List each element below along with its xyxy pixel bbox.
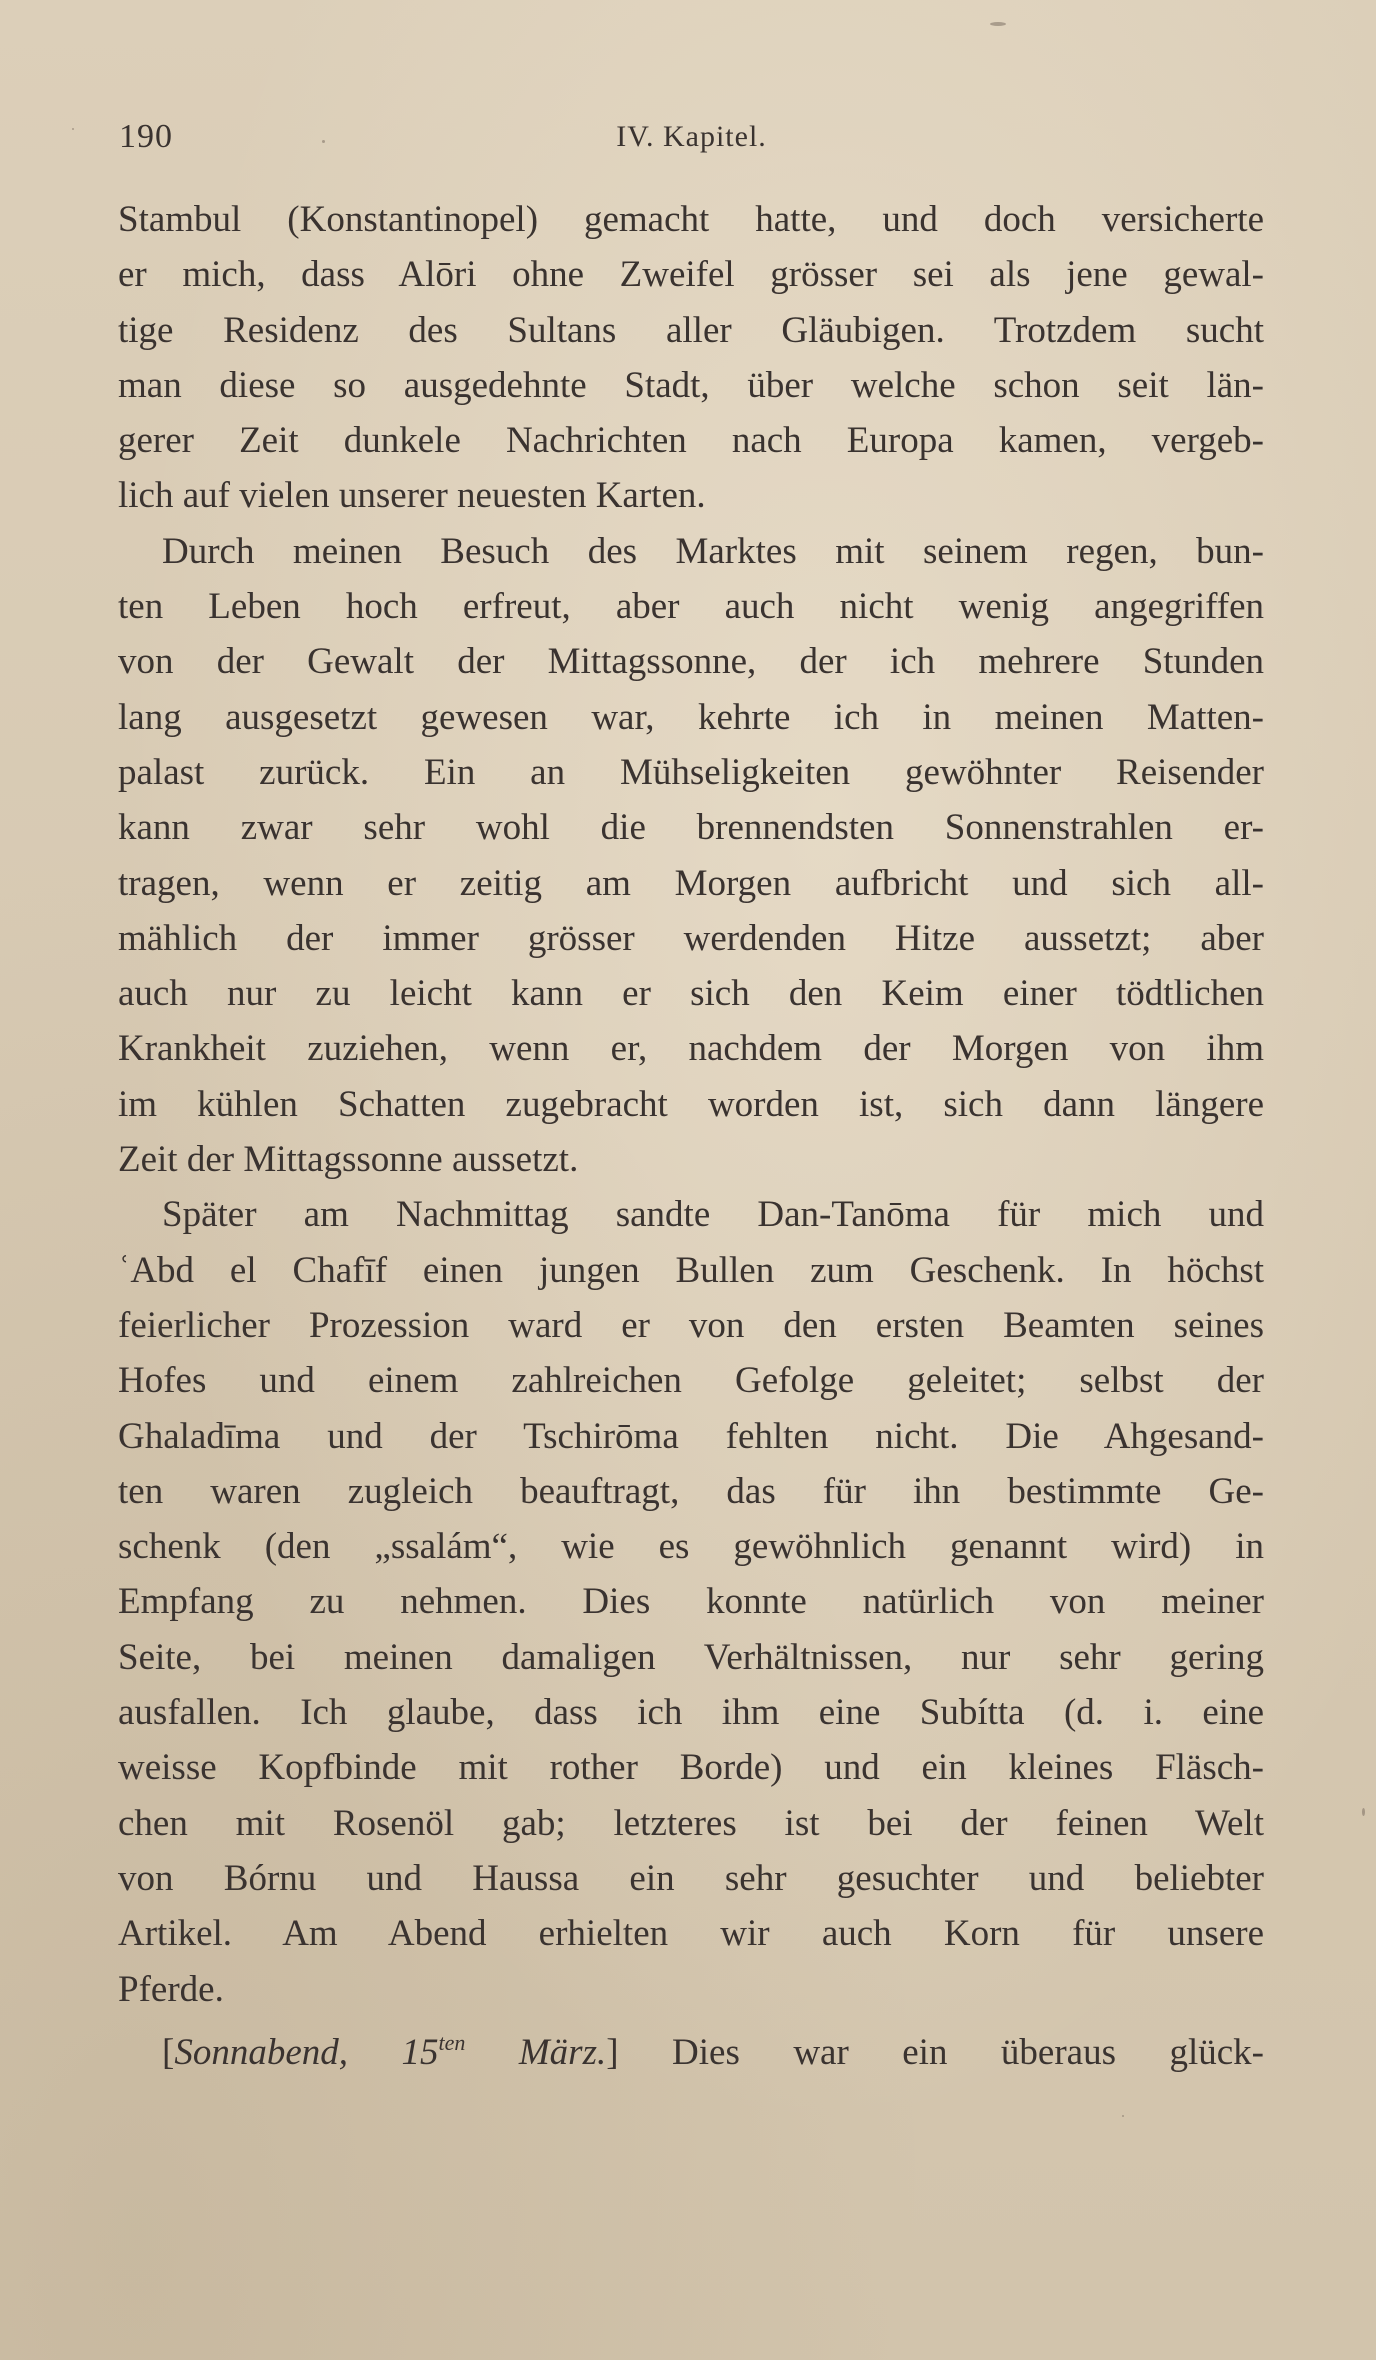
text-line: Seite, bei meinen damaligen Verhältnissen, nur sehr gering <box>118 1636 1264 1678</box>
text-line: Pferde. <box>118 1968 224 2010</box>
text-line: schenk (den „ssalám“, wie es gewöhnlich genannt wird) in <box>118 1526 1264 1568</box>
text-line: man diese so ausgedehnte Stadt, über welche schon seit län- <box>118 364 1264 406</box>
date-month: März. <box>465 2031 607 2073</box>
text-line: lich auf vielen unserer neuesten Karten. <box>118 475 706 517</box>
text-line: Artikel. Am Abend erhielten wir auch Korn für unsere <box>118 1913 1264 1955</box>
text-line: im kühlen Schatten zugebracht worden ist, sich dann längere <box>118 1083 1264 1125</box>
date-superscript: ten <box>438 2029 466 2055</box>
text-line: von der Gewalt der Mittagssonne, der ich mehrere Stunden <box>118 641 1264 683</box>
text-line: chen mit Rosenöl gab; letzteres ist bei der feinen Welt <box>118 1802 1264 1844</box>
text-line: tragen, wenn er zeitig am Morgen aufbricht und sich all- <box>118 862 1264 904</box>
text-line: Empfang zu nehmen. Dies konnte natürlich von meiner <box>118 1581 1264 1623</box>
running-title: IV. Kapitel. <box>616 120 767 153</box>
text-line: er mich, dass Alōri ohne Zweifel grösser sei als jene gewal- <box>118 254 1264 296</box>
date-text: Sonnabend, 15 <box>174 2031 439 2073</box>
text-line: mählich der immer grösser werdenden Hitze aussetzt; aber <box>118 917 1264 959</box>
text-line: ʿAbd el Chafīf einen jungen Bullen zum Geschenk. In höchst <box>118 1249 1264 1291</box>
text-line: ten Leben hoch erfreut, aber auch nicht wenig angegriffen <box>118 586 1264 628</box>
text-line: ausfallen. Ich glaube, dass ich ihm eine Subítta (d. i. eine <box>118 1692 1264 1734</box>
text-line: Stambul (Konstantinopel) gemacht hatte, und doch versicherte <box>118 199 1264 240</box>
text-line: Zeit der Mittagssonne aussetzt. <box>118 1139 579 1181</box>
text-line: auch nur zu leicht kann er sich den Keim einer tödtlichen <box>118 973 1264 1015</box>
close-bracket: ] <box>606 2031 619 2073</box>
text-line: Hofes und einem zahlreichen Gefolge geleitet; selbst der <box>118 1360 1264 1402</box>
open-bracket: [ <box>162 2031 175 2073</box>
text-line: Durch meinen Besuch des Marktes mit seinem regen, bun- <box>162 530 1264 572</box>
final-line-text: Dies war ein überaus glück- <box>618 2031 1264 2073</box>
text-line: Später am Nachmittag sandte Dan-Tanōma für mich und <box>162 1194 1264 1236</box>
final-line <box>118 2025 1264 2080</box>
text-line: tige Residenz des Sultans aller Gläubigen. Trotzdem sucht <box>118 309 1264 351</box>
text-line: Ghaladīma und der Tschirōma fehlten nicht. Die Ahgesand- <box>118 1415 1264 1457</box>
text-line: von Bórnu und Haussa ein sehr gesuchter und beliebter <box>118 1857 1264 1899</box>
body-text <box>118 192 1264 2080</box>
text-line: Krankheit zuziehen, wenn er, nachdem der Morgen von ihm <box>118 1028 1264 1070</box>
page-header <box>119 118 1264 168</box>
text-line: weisse Kopfbinde mit rother Borde) und ein kleines Fläsch- <box>118 1747 1264 1789</box>
page-number: 190 <box>119 118 173 155</box>
text-line: ten waren zugleich beauftragt, das für ihn bestimmte Ge- <box>118 1470 1264 1512</box>
text-line: kann zwar sehr wohl die brennendsten Sonnenstrahlen er- <box>118 807 1264 849</box>
text-line: palast zurück. Ein an Mühseligkeiten gewöhnter Reisender <box>118 751 1264 793</box>
text-line: gerer Zeit dunkele Nachrichten nach Europa kamen, vergeb- <box>118 420 1264 462</box>
text-line: feierlicher Prozession ward er von den ersten Beamten seines <box>118 1304 1264 1346</box>
text-line: lang ausgesetzt gewesen war, kehrte ich in meinen Matten- <box>118 696 1264 738</box>
